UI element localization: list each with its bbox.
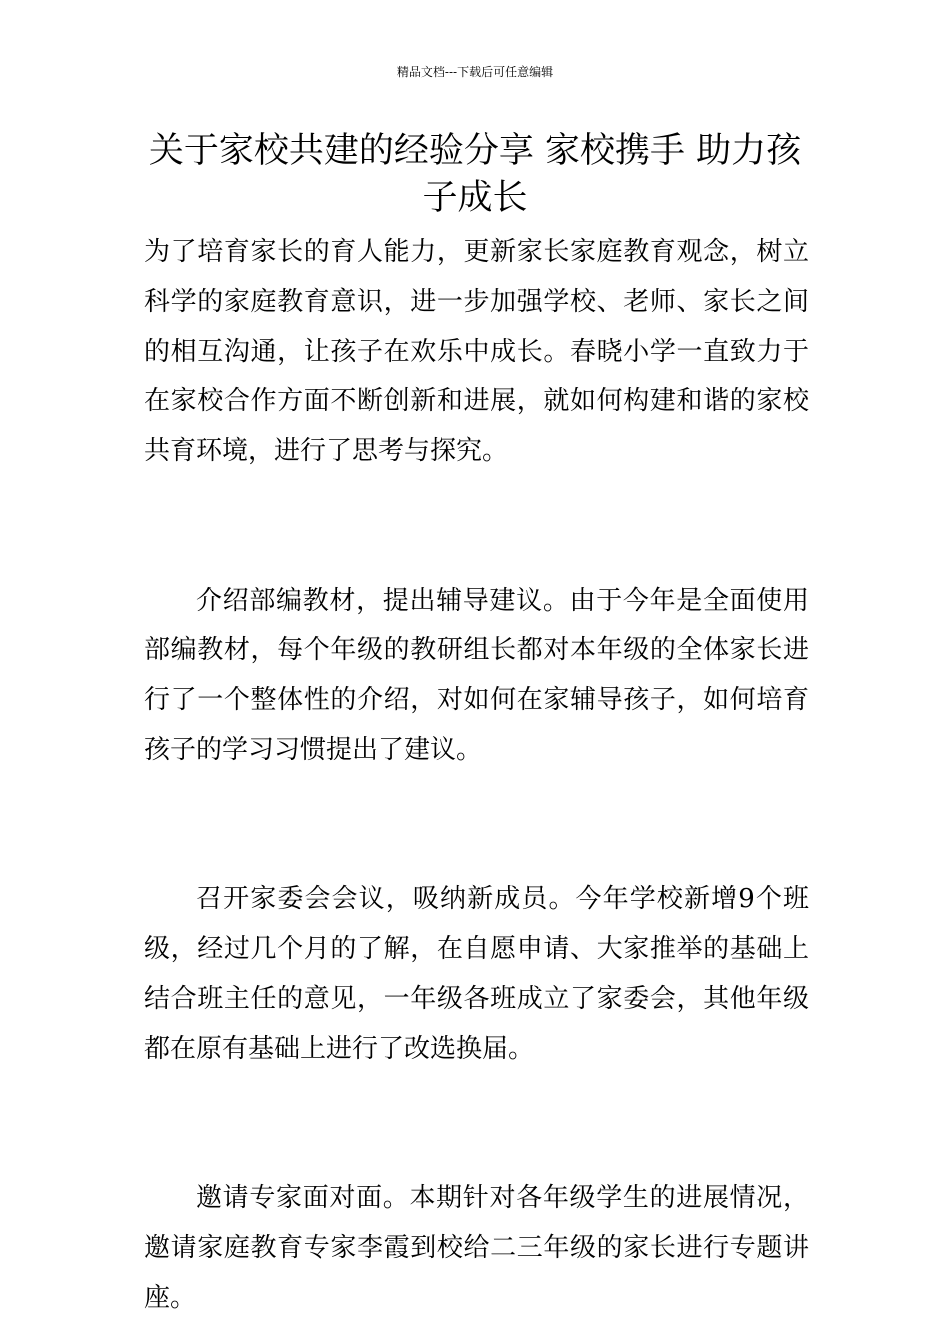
paragraph-intro: 为了培育家长的育人能力，更新家长家庭教育观念，树立科学的家庭教育意识，进一步加强学校、老师、家长之间的相互沟通，让孩子在欢乐中成长。春晓小学一直致力于在家校合作方面不断创新和进展，就如何构建和谐的家校共育环境，进行了思考与探究。 [144, 237, 809, 467]
paragraph-spacer [144, 1075, 809, 1175]
paragraph-spacer [144, 477, 809, 577]
paragraph-committee: 召开家委会会议，吸纳新成员。今年学校新增9个班级，经过几个月的了解，在自愿申请、大家推举的基础上结合班主任的意见，一年级各班成立了家委会，其他年级都在原有基础上进行了改选换届。 [144, 884, 809, 1064]
document-title: 关于家校共建的经验分享 家校携手 助力孩子成长 [148, 131, 802, 218]
document-body [144, 228, 809, 1324]
paragraph-textbook: 介绍部编教材，提出辅导建议。由于今年是全面使用部编教材，每个年级的教研组长都对本年级的全体家长进行了一个整体性的介绍，对如何在家辅导孩子，如何培育孩子的学习习惯提出了建议。 [144, 585, 809, 765]
paragraph-expert: 邀请专家面对面。本期针对各年级学生的进展情况，邀请家庭教育专家李霞到校给二三年级的家长进行专题讲座。 [144, 1183, 809, 1313]
paragraph-spacer [144, 776, 809, 876]
header-note: 精品文档---下载后可任意编辑 [396, 65, 554, 79]
